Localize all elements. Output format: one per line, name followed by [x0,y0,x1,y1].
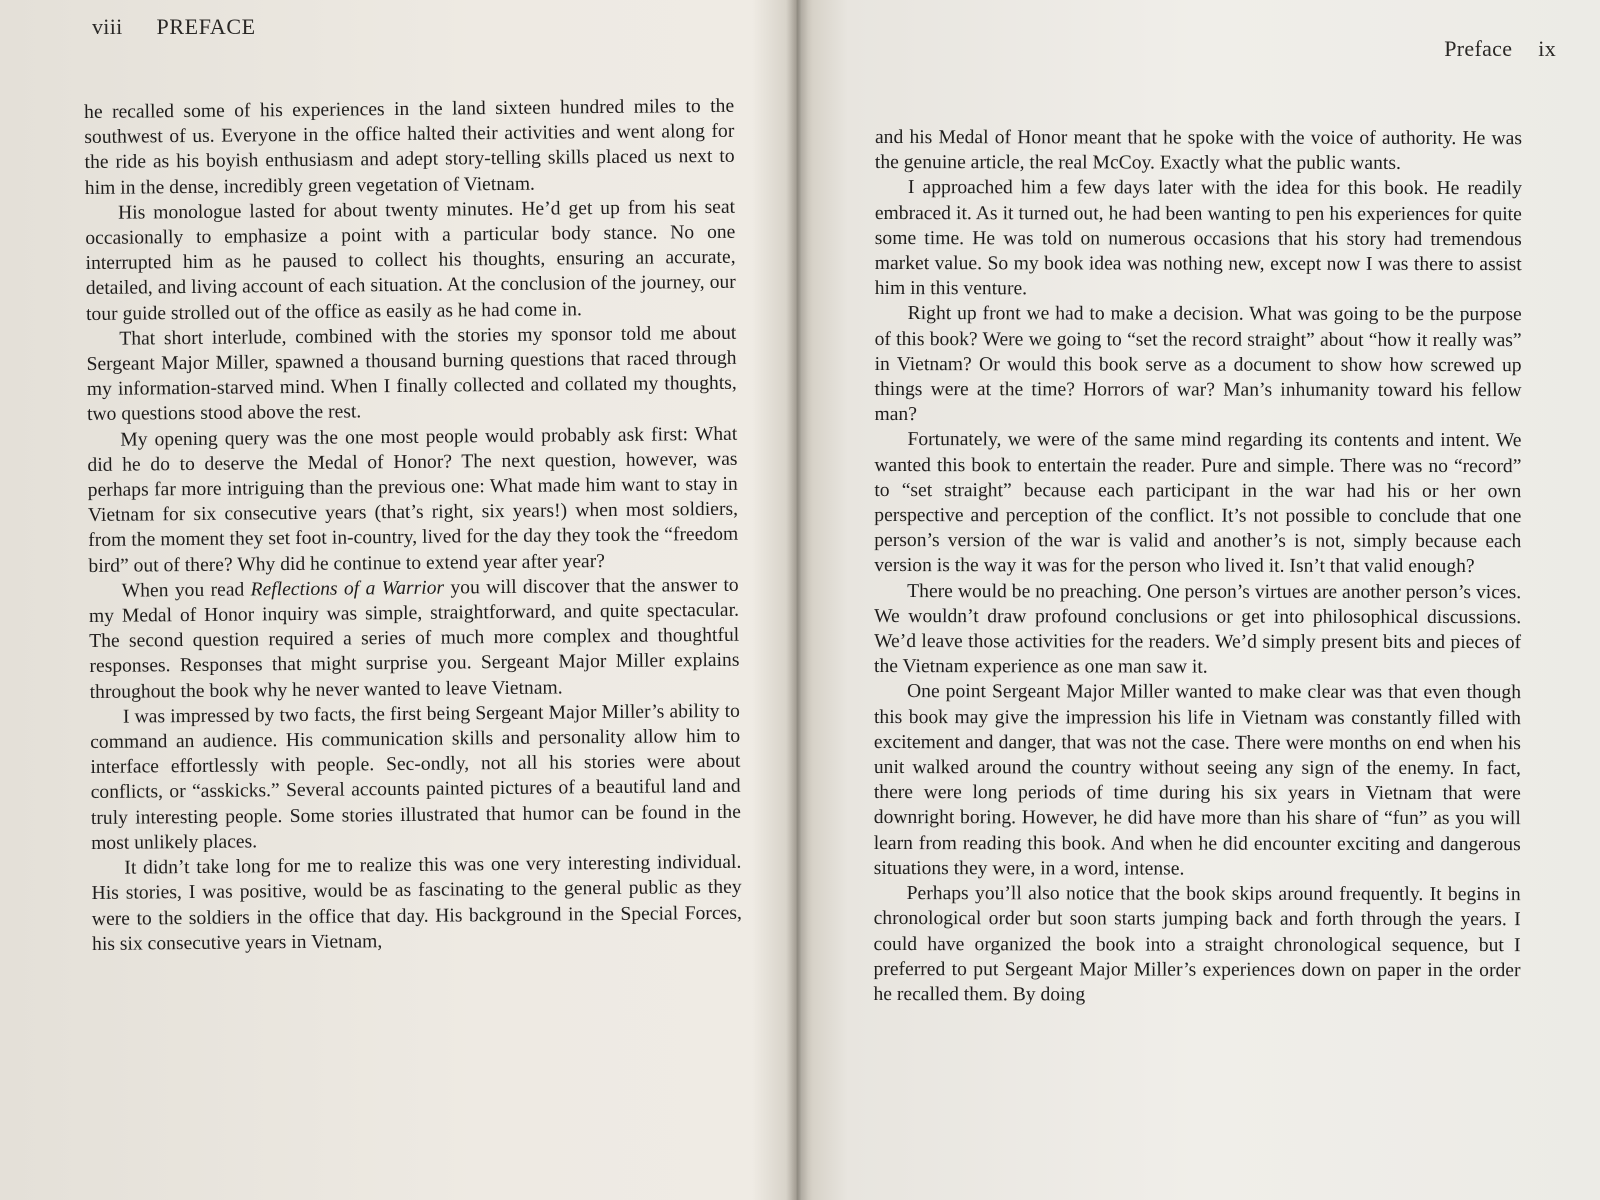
paragraph-text: When you read [121,579,251,602]
paragraph-with-book-title [89,573,740,705]
paragraph: he recalled some of his experiences in the land sixteen hundred miles to the southwest of us. Everyone in the office halted their activities and went along for the ride as his boyish enthusiasm and adept story-telling skills placed us next to him in the dense, incredibly green vegetation of Vietnam. [84,95,735,199]
left-running-head-title: PREFACE [156,14,256,39]
paragraph: Right up front we had to make a decision. What was going to be the purpose of this book? Were we going to “set the record straight” about “how it really was” in Vietnam? Or would this book serve as a document to show how screwed up things were at the time? Horrors of war? Man’s inhumanity toward his fellow man? [874,303,1522,426]
right-running-head [1444,36,1556,62]
right-running-head-title: Preface [1444,36,1513,61]
left-running-head [92,14,256,40]
paragraph: and his Medal of Honor meant that he spoke with the voice of authority. He was the genuine article, the real McCoy. Exactly what the public wants. [874,127,1522,175]
left-page-number: viii [92,14,123,39]
left-page [0,0,795,1200]
paragraph-text: you will discover that the answer to my Medal of Honor inquiry was simple, straightforward, and quite spectacular. The second question required a series of much more complex and thoughtful responses. Responses that might surprise you. Sergeant Major Miller explains throughout the book why he never wanted to leave Vietnam. [88,574,740,703]
paragraph: There would be no preaching. One person’s virtues are another person’s vices. We wouldn’t draw profound conclusions or get into philosophical discussions. We’d leave those activities for the readers. We’d simply present bits and pieces of the Vietnam experience as one man saw it. [874,580,1522,678]
right-page-number: ix [1538,36,1556,61]
book-title-italic: Reflections of a Warrior [250,577,445,601]
right-body-text [873,125,1522,1008]
paragraph: It didn’t take long for me to realize this was one very interesting individual. His stories, I was positive, would be as fascinating to the general public as they were to the soldiers in the office that day. His background in the Special Forces, his six consecutive years in Vietnam, [91,851,742,955]
paragraph: I was impressed by two facts, the first being Sergeant Major Miller’s ability to command an audience. His communication skills and personality allow him to interface effortlessly with people. Sec-ondly, not all his stories were about conflicts, or “asskicks.” Several accounts painted pictures of a beautiful land and truly interesting people. Some stories illustrated that humor can be found in the most unlikely places. [90,700,741,854]
paragraph: One point Sergeant Major Miller wanted to make clear was that even though this book may give the impression his life in Vietnam was constantly filled with excitement and danger, that was not the case. There were months on end when his unit walked around the country without seeing any sign of the enemy. In fact, there were long periods of time during his six years in Vietnam that were downright boring. However, he did have more than his share of “fun” as you will learn from reading this book. And when he did encounter exciting and dangerous situations they were, in a word, intense. [873,681,1522,880]
paragraph: Perhaps you’ll also notice that the book skips around frequently. It begins in chronological order but soon starts jumping back and forth through the years. I could have organized the book into a straight chronological sequence, but I preferred to put Sergeant Major Miller’s experiences down on paper in the order he recalled them. By doing [873,883,1521,1006]
left-body-text [84,94,742,957]
right-page [797,0,1600,1200]
paragraph: Fortunately, we were of the same mind regarding its contents and intent. We wanted this book to entertain the reader. Pure and simple. There was no “record” to “set straight” because each participant in the war had his or her own perspective and perception of the conflict. It’s not possible to conclude that one person’s version of the war is valid and another’s is not, simply because each version is the way it was for the person who lived it. Isn’t that valid enough? [874,429,1522,578]
paragraph: That short interlude, combined with the stories my sponsor told me about Sergeant Major Miller, spawned a thousand burning questions that raced through my information-starved mind. When I finally collected and collated my thoughts, two questions stood above the rest. [86,322,737,426]
paragraph: My opening query was the one most people would probably ask first: What did he do to deserve the Medal of Honor? The next question, however, was perhaps far more intriguing than the previous one: What made him want to stay in Vietnam for six consecutive years (that’s right, six years!) when most soldiers, from the moment they set foot in-country, lived for the day they took the “freedom bird” out of there? Why did he continue to extend year after year? [87,423,739,577]
paragraph: I approached him a few days later with the idea for this book. He readily embraced it. As it turned out, he had been wanting to pen his experiences for quite some time. He was told on numerous occasions that his story had tremendous market value. So my book idea was nothing new, except now I was there to assist him in this venture. [874,177,1522,300]
paragraph: His monologue lasted for about twenty minutes. He’d get up from his seat occasionally to emphasize a point with a particular body stance. No one interrupted him as he paused to collect his thoughts, ensuring an accurate, detailed, and living account of each situation. At the conclusion of the journey, our tour guide strolled out of the office as easily as he had come in. [85,196,736,325]
